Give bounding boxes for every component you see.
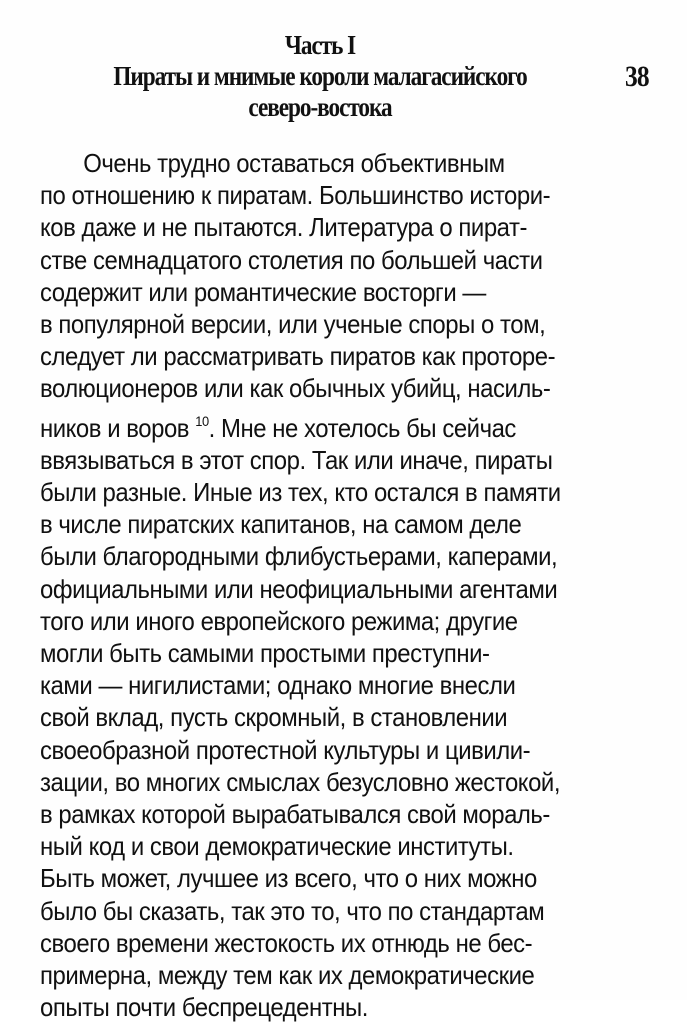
chapter-title-line-2: северо-востока xyxy=(248,92,392,122)
text-line-9-start: ников и воров xyxy=(40,412,190,443)
text-line-25: своего времени жестокость их отнюдь не бес- xyxy=(40,927,533,958)
text-line-16: могли быть самыми простыми преступни- xyxy=(40,638,490,669)
text-line-5: содержит или романтические восторги — xyxy=(40,276,486,307)
chapter-header xyxy=(96,30,543,123)
footnote-reference[interactable]: 10 xyxy=(195,412,209,429)
text-line-1: Очень трудно оставаться объективным xyxy=(83,148,505,178)
text-line-4: стве семнадцатого столетия по большей части xyxy=(40,244,543,275)
text-line-10: ввязываться в этот спор. Так или иначе, пираты xyxy=(40,444,553,475)
text-line-11: были разные. Иные из тех, кто остался в памяти xyxy=(40,477,561,508)
text-line-21: в рамках которой вырабатывался свой мораль- xyxy=(40,799,550,830)
text-line-7: следует ли рассматривать пиратов как проторе- xyxy=(40,341,556,372)
chapter-title-line-1: Пираты и мнимые короли малагасийского xyxy=(113,61,527,91)
text-line-20: зации, во многих смыслах безусловно жестокой, xyxy=(40,766,561,797)
body-paragraph xyxy=(40,147,600,1023)
text-line-24: было бы сказать, так это то, что по стандартам xyxy=(40,895,545,926)
text-line-15: того или иного европейского режима; другие xyxy=(40,605,518,636)
text-line-23: Быть может, лучшее из всего, что о них можно xyxy=(40,863,537,894)
text-line-14: официальными или неофициальными агентами xyxy=(40,573,558,604)
text-line-9-end: . Мне не хотелось бы сейчас xyxy=(208,412,516,443)
text-line-18: свой вклад, пусть скромный, в становлении xyxy=(40,702,508,733)
text-line-12: в числе пиратских капитанов, на самом деле xyxy=(40,509,522,540)
text-line-17: ками — нигилистами; однако многие внесли xyxy=(40,670,516,701)
text-line-19: своеобразной протестной культуры и цивили- xyxy=(40,734,531,765)
text-line-22: ный код и свои демократические институты. xyxy=(40,831,514,862)
page-number: 38 xyxy=(625,60,649,93)
text-line-26: примерна, между тем как их демократические xyxy=(40,960,535,991)
text-line-3: ков даже и не пытаются. Литература о пират- xyxy=(40,212,527,243)
text-line-9 xyxy=(40,405,555,444)
text-line-8: волюционеров или как обычных убийц, насиль- xyxy=(40,373,551,404)
text-line-2: по отношению к пиратам. Большинство истори- xyxy=(40,180,551,211)
part-heading: Часть I xyxy=(284,30,356,60)
text-line-13: были благородными флибустьерами, каперами, xyxy=(40,541,558,572)
text-line-6: в популярной версии, или ученые споры о том, xyxy=(40,309,546,340)
text-line-27: опыты почти беспрецедентны. xyxy=(40,992,368,1023)
